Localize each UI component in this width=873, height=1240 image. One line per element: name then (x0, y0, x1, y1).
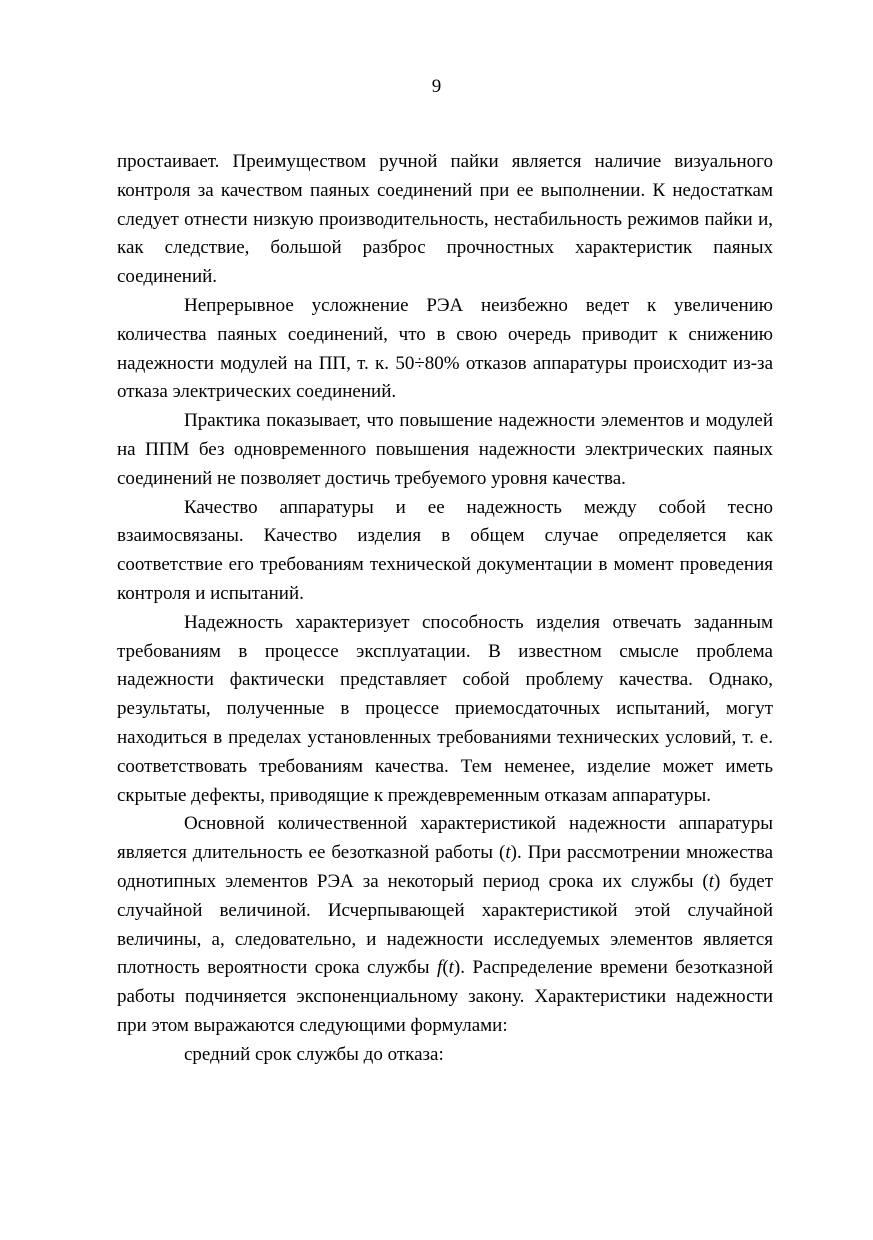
page-number: 9 (431, 76, 442, 97)
paragraph-4 (117, 494, 773, 609)
paragraph-3 (117, 407, 773, 493)
paragraph-5 (117, 609, 773, 811)
paragraph-4-text: Качество аппаратуры и ее надежность между собой тесно взаимосвязаны. Качество изделия в общем случае определяется как соответствие его требованиям технической документации в момент проведения контроля и испытаний. (117, 496, 773, 604)
paragraph-3-text: Практика показывает, что повышение надежности элементов и модулей на ППМ без одновременного повышения надежности электрических паяных соединений не позволяет достичь требуемого уровня качества. (117, 410, 773, 489)
paragraph-2-text: Непрерывное усложнение РЭА неизбежно ведет к увеличению количества паяных соединений, что в свою очередь приводит к снижению надежности модулей на ПП, т. к. 50÷80% отказов аппаратуры происходит из-за отказа электрических соединений. (117, 294, 773, 403)
paragraph-6-text-3: ) будет случайной величиной. Исчерпывающей характеристикой этой случайной величины, а, следовательно, и надежности исследуемых элементов является плотность вероятности срока службы (117, 870, 773, 979)
paragraph-5-text: Надежность характеризует способность изделия отвечать заданным требованиям в процессе эксплуатации. В известном смысле проблема надежности фактически представляет собой проблему качества. Однако, результаты, полученные в процессе приемосдаточных испытаний, могут находиться в пределах установленных требованиями технических условий, т. е. соответствовать требованиям качества. Тем неменее, изделие может иметь скрытые дефекты, приводящие к преждевременным отказам аппаратуры. (117, 611, 773, 806)
paragraph-6-text-2: ). При рассмотрении множества однотипных элементов РЭА за некоторый период срока их службы ( (117, 842, 774, 892)
function-f: f (437, 957, 443, 979)
paragraph-7-text: средний срок службы до отказа: (184, 1043, 444, 1065)
variable-t: t (505, 842, 511, 864)
variable-t: t (448, 957, 454, 979)
paragraph-6-text-1: Основной количественной характеристикой надежности аппаратуры является длительность ее безотказной работы ( (117, 813, 773, 864)
paragraph-1-text: простаивает. Преимуществом ручной пайки является наличие визуального контроля за качеством паяных соединений при ее выполнении. К недостаткам следует отнести низкую производительность, нестабильность режимов пайки и, как следствие, большой разброс прочностных характеристик паяных соединений. (117, 151, 773, 288)
paragraph-2 (117, 292, 773, 407)
body-text (117, 148, 773, 1070)
variable-t: t (708, 870, 715, 892)
paren-open: ( (442, 957, 449, 979)
paragraph-6 (117, 810, 773, 1040)
paragraph-6-text-4: ). Распределение времени безотказной работы подчиняется экспоненциальному закону. Характеристики надежности при этом выражаются следующими формулами: (117, 957, 773, 1036)
paragraph-1 (117, 148, 773, 292)
paragraph-7 (117, 1041, 773, 1070)
